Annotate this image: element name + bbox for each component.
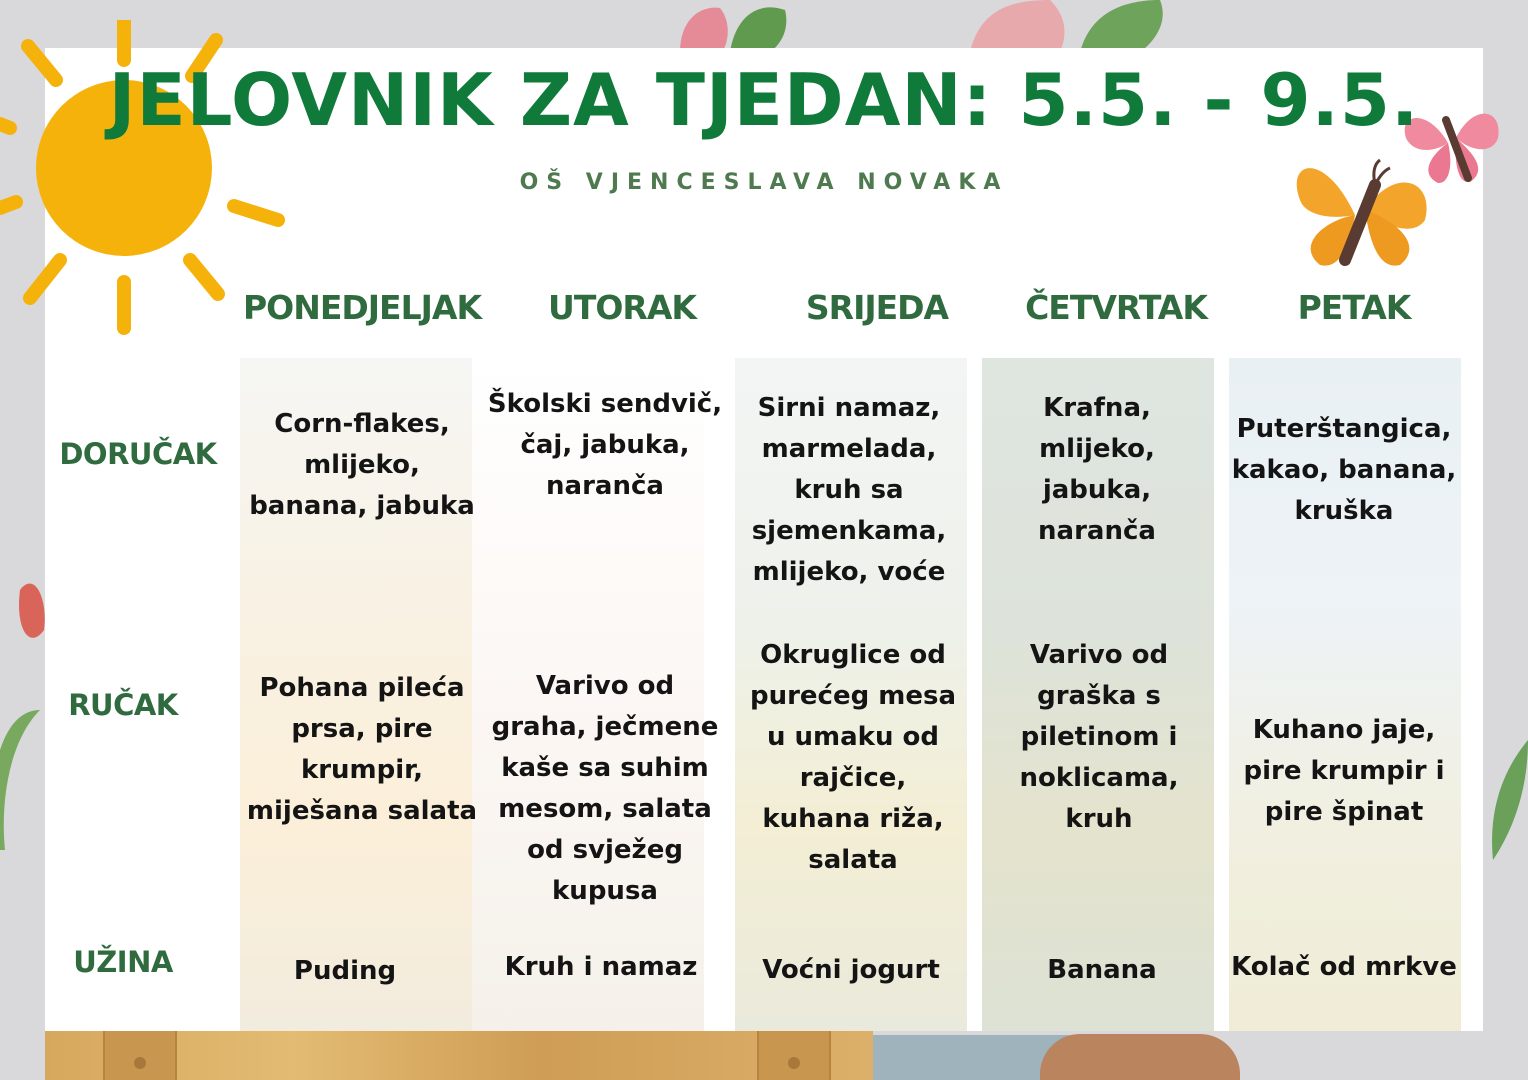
snack-tuesday: Kruh i namaz bbox=[504, 952, 698, 982]
page-title: JELOVNIK ZA TJEDAN: 5.5. - 9.5. bbox=[108, 58, 1420, 142]
tulip-left-icon bbox=[0, 570, 48, 850]
meal-label-snack: UŽINA bbox=[73, 945, 173, 979]
breakfast-friday: Puterštangica, kakao, banana, kruška bbox=[1231, 414, 1457, 526]
snack-monday: Puding bbox=[293, 956, 397, 986]
day-header-thursday: ČETVRTAK bbox=[1025, 288, 1207, 327]
lunch-monday: Pohana pileća prsa, pire krumpir, miješana salata bbox=[246, 673, 478, 826]
lunch-thursday: Varivo od graška s piletinom i noklicama, kruh bbox=[1019, 640, 1179, 834]
snack-thursday: Banana bbox=[1047, 955, 1157, 985]
breakfast-thursday: Krafna, mlijeko, jabuka, naranča bbox=[1038, 393, 1156, 546]
day-header-tuesday: UTORAK bbox=[548, 288, 696, 327]
meal-label-lunch: RUČAK bbox=[68, 688, 178, 722]
wooden-table bbox=[45, 1031, 873, 1080]
leaf-right-icon bbox=[1483, 740, 1528, 860]
lunch-friday: Kuhano jaje, pire krumpir i pire špinat bbox=[1243, 715, 1445, 827]
snack-friday: Kolač od mrkve bbox=[1231, 952, 1457, 982]
day-header-friday: PETAK bbox=[1297, 288, 1411, 327]
breakfast-wednesday: Sirni namaz, marmelada, kruh sa sjemenkama, mlijeko, voće bbox=[751, 393, 947, 587]
breakfast-monday: Corn-flakes, mlijeko, banana, jabuka bbox=[249, 409, 475, 521]
tulip-top-right-icon bbox=[970, 0, 1200, 52]
lunch-wednesday: Okruglice od purećeg mesa u umaku od rajčice, kuhana riža, salata bbox=[749, 640, 957, 875]
breakfast-tuesday: Školski sendvič, čaj, jabuka, naranča bbox=[487, 389, 723, 501]
day-header-monday: PONEDJELJAK bbox=[242, 288, 482, 327]
flower-pot bbox=[1040, 1034, 1240, 1080]
meal-label-breakfast: DORUČAK bbox=[59, 437, 217, 471]
day-header-wednesday: SRIJEDA bbox=[805, 288, 949, 327]
snack-wednesday: Voćni jogurt bbox=[762, 955, 940, 985]
lunch-tuesday: Varivo od graha, ječmene kaše sa suhim mesom, salata od svježeg kupusa bbox=[491, 671, 719, 906]
school-name: OŠ VJENCESLAVA NOVAKA bbox=[519, 170, 1009, 195]
tulip-top-icon bbox=[660, 0, 800, 52]
